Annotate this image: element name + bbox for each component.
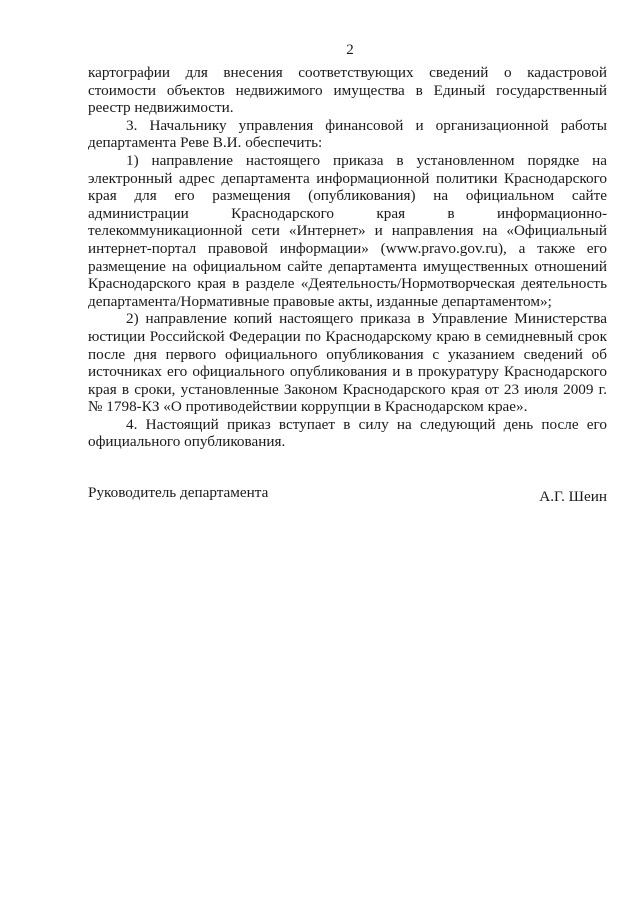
signature-block	[88, 484, 607, 504]
page-number: 2	[346, 42, 354, 58]
paragraph-cadastral-continuation: картографии для внесения соответствующих сведений о кадастровой стоимости объектов недвижимого имущества в Единый государственный реестр недвижимости.	[88, 64, 607, 117]
paragraph-subitem-1: 1) направление настоящего приказа в установленном порядке на электронный адрес департамента информационной политики Краснодарского края для его размещения (опубликования) на официальном сайте администрации Краснодарского края в информационно-телекоммуникационной сети «Интернет» и направления на «Официальный интернет-портал правовой информации» (www.pravo.gov.ru), а также его размещение на официальном сайте департамента имущественных отношений Краснодарского края в разделе «Деятельность/Нормотворческая деятельность департамента/Нормативные правовые акты, изданные департаментом»;	[88, 151, 607, 310]
document-body	[88, 64, 607, 451]
paragraph-item-4: 4. Настоящий приказ вступает в силу на следующий день после его официального опубликования.	[88, 415, 607, 451]
signatory-role: Руководитель департамента	[88, 484, 269, 501]
signatory-name: А.Г. Шеин	[539, 488, 607, 505]
paragraph-item-3: 3. Начальнику управления финансовой и организационной работы департамента Реве В.И. обеспечить:	[88, 116, 607, 152]
paragraph-subitem-2: 2) направление копий настоящего приказа в Управление Министерства юстиции Российской Федерации по Краснодарскому краю в семидневный срок после дня первого официального опубликования с указанием сведений об источниках его официального опубликования и в прокуратуру Краснодарского края в сроки, установленные Законом Краснодарского края от 23 июля 2009 г. № 1798-КЗ «О противодействии коррупции в Краснодарском крае».	[88, 310, 607, 416]
